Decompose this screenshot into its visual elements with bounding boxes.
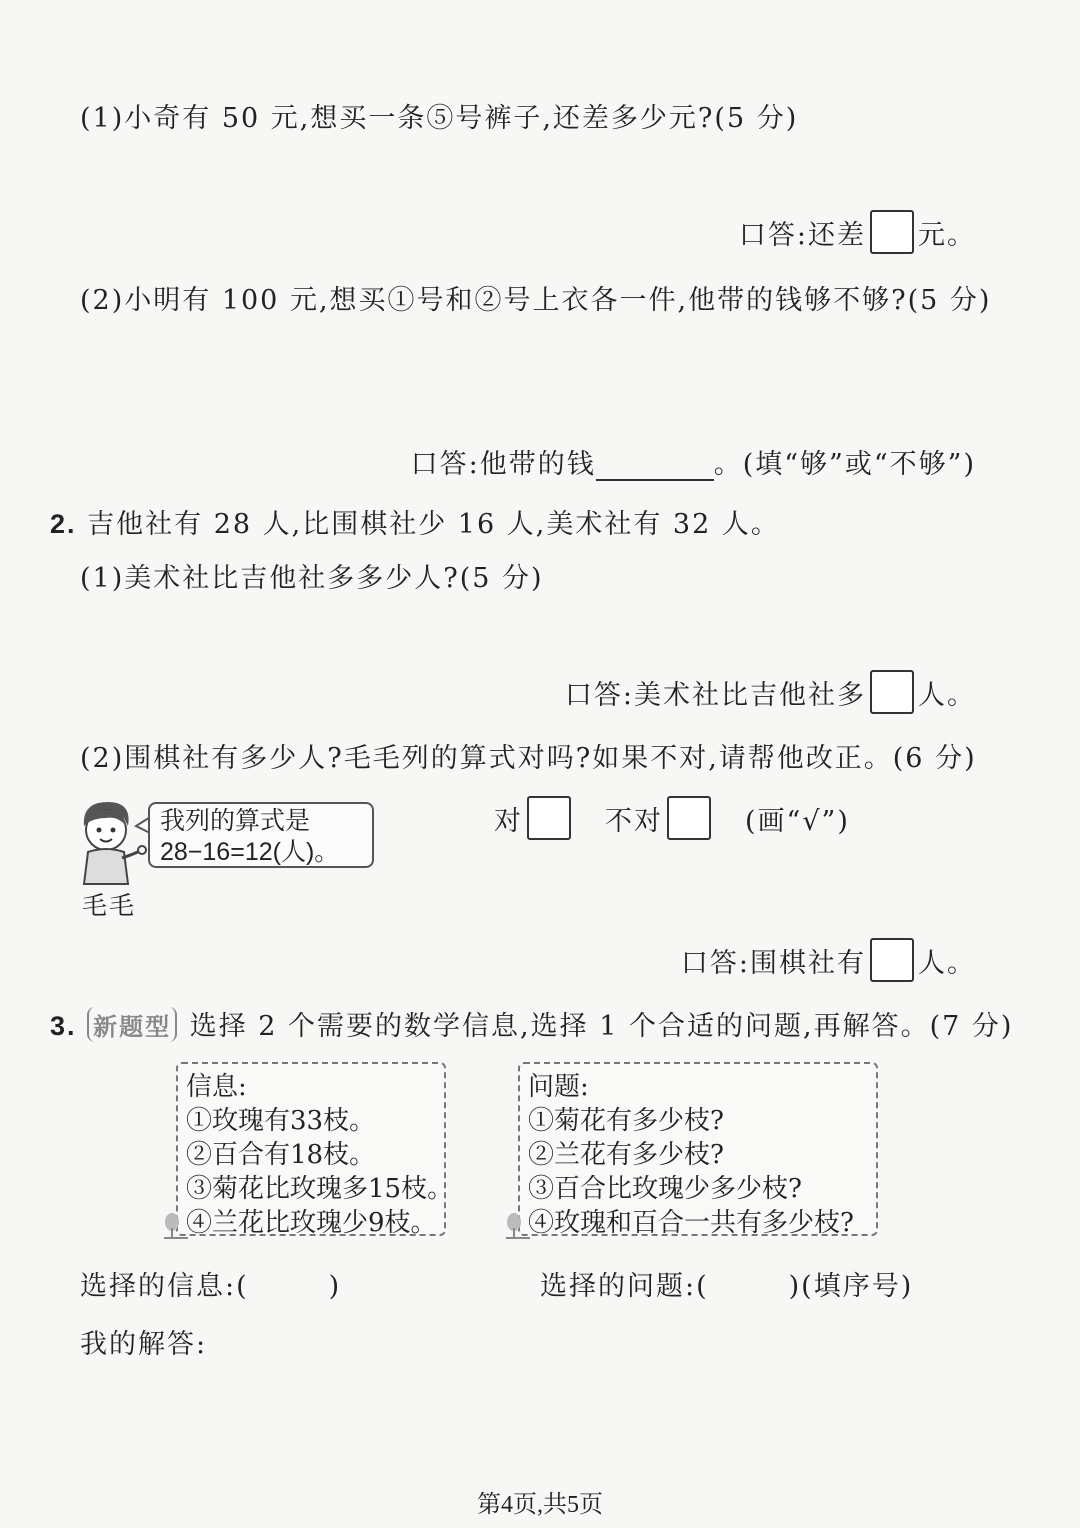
q1-part1-text: (1)小奇有 50 元,想买一条⑤号裤子,还差多少元?(5 分) (80, 103, 799, 134)
answer-box[interactable] (870, 210, 914, 254)
option-wrong-box[interactable] (667, 796, 711, 840)
answer-prefix: 口答:他带的钱 (410, 449, 596, 480)
speech-bubble (148, 802, 374, 868)
q1-part2-text: (2)小明有 100 元,想买①号和②号上衣各一件,他带的钱够不够?(5 分) (80, 285, 992, 316)
question-text: 吉他社有 28 人,比围棋社少 16 人,美术社有 32 人。 (87, 509, 780, 540)
q3-stem (50, 1004, 1013, 1043)
q1-part2-answer (411, 442, 976, 481)
answer-box[interactable] (870, 670, 914, 714)
question-item-3: ③百合比玫瑰少多少枝? (528, 1174, 802, 1204)
option-correct-box[interactable] (527, 796, 571, 840)
q2-part2-answer (681, 938, 976, 982)
boy-character-icon (70, 796, 150, 888)
character-name: 毛毛 (82, 891, 137, 920)
speech-line-2: 28−16=12(人)。 (160, 838, 340, 866)
q1-part1-answer (739, 210, 976, 254)
info-box (176, 1062, 454, 1238)
info-item-1: ①玫瑰有33枝。 (186, 1106, 376, 1136)
question-title: 问题: (528, 1072, 589, 1102)
q2-part2-text: (2)围棋社有多少人?毛毛列的算式对吗?如果不对,请帮他改正。(6 分) (80, 743, 977, 774)
question-item-2: ②兰花有多少枝? (528, 1140, 724, 1170)
chosen-question-label: 选择的问题:( (540, 1271, 709, 1302)
option-correct-label: 对 (494, 805, 523, 837)
option-hint: (画“√”) (745, 805, 850, 837)
answer-suffix: 人。 (918, 947, 976, 979)
my-answer-label: 我的解答: (80, 1329, 208, 1360)
chosen-question-close: )(填序号) (788, 1271, 914, 1302)
answer-box[interactable] (870, 938, 914, 982)
info-item-4: ④兰花比玫瑰少9枝。 (186, 1208, 437, 1238)
question-item-1: ①菊花有多少枝? (528, 1106, 724, 1136)
info-title: 信息: (186, 1072, 247, 1102)
chosen-info-close: ) (328, 1271, 342, 1302)
answer-prefix: 口答:还差 (738, 219, 866, 251)
chosen-info-row (80, 1264, 341, 1303)
page-number: 第4页,共5页 (477, 1492, 603, 1518)
answer-suffix: 。(填“够”或“不够”) (713, 449, 976, 480)
question-box (518, 1062, 878, 1236)
question-number: 2. (50, 509, 77, 539)
info-item-2: ②百合有18枝。 (186, 1140, 376, 1170)
chosen-info-label: 选择的信息:( (80, 1271, 249, 1302)
plant-icon (502, 1210, 532, 1240)
judge-options (494, 796, 850, 840)
q2-stem (50, 502, 780, 541)
speech-line-1: 我列的算式是 (160, 807, 311, 835)
answer-blank[interactable] (596, 449, 714, 481)
plant-icon (160, 1210, 190, 1240)
new-type-tag: 新题型 (87, 1007, 177, 1042)
q2-part1-text: (1)美术社比吉他社多多少人?(5 分) (80, 563, 544, 594)
answer-prefix: 口答:围棋社有 (680, 947, 866, 979)
question-item-4: ④玫瑰和百合一共有多少枝? (528, 1208, 854, 1238)
info-item-3: ③菊花比玫瑰多15枝。 (186, 1174, 454, 1204)
option-wrong-label: 不对 (605, 805, 663, 837)
answer-suffix: 人。 (918, 679, 976, 711)
q2-part1-answer (565, 670, 976, 714)
question-number: 3. (50, 1011, 77, 1041)
question-text: 选择 2 个需要的数学信息,选择 1 个合适的问题,再解答。(7 分) (189, 1011, 1014, 1042)
answer-prefix: 口答:美术社比吉他社多 (564, 679, 866, 711)
answer-suffix: 元。 (918, 219, 976, 251)
chosen-question-row (540, 1264, 913, 1303)
